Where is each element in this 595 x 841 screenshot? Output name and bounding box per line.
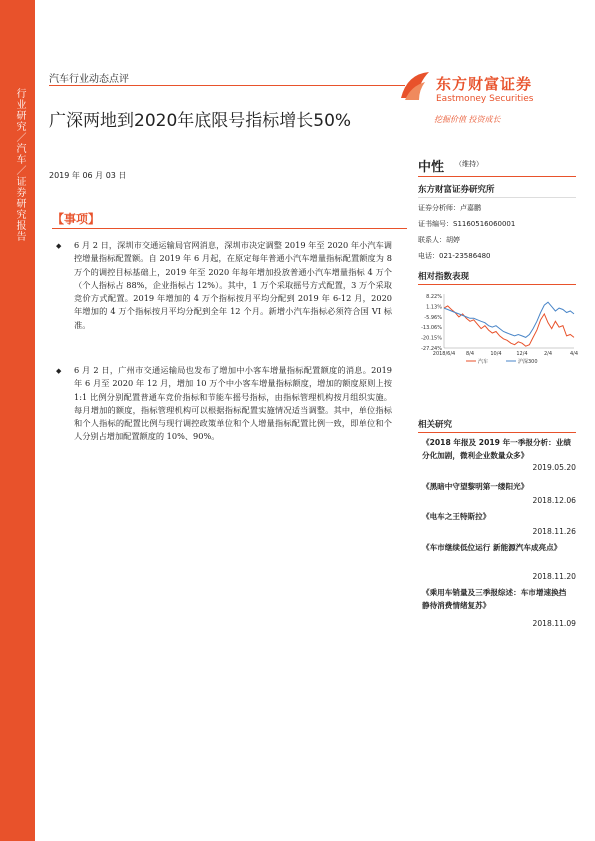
bullet-icon: ◆ [56, 242, 62, 250]
section-tag: 【事项】 [52, 212, 101, 226]
related-item-title[interactable]: 《乘用车销量及三季报综述：车市增速换挡 静待消费情绪复苏》 [422, 588, 567, 610]
sidebar-label: 行业研究／汽车／证券研究报告 [14, 88, 25, 242]
related-item-title[interactable]: 《黑暗中守望黎明第一缕阳光》 [422, 482, 529, 491]
y-tick-label: -13.06% [421, 325, 442, 332]
report-category: 汽车行业动态点评 [49, 74, 129, 85]
logo-icon [397, 68, 433, 104]
related-divider [418, 432, 576, 433]
analyst: 证券分析师：卢嘉鹏 [418, 204, 481, 212]
bullet-icon: ◆ [56, 367, 62, 375]
rating-label: 中性 [418, 160, 445, 175]
related-item-date: 2018.12.06 [532, 496, 576, 505]
cert-number: 证书编号：S1160516060001 [418, 220, 516, 228]
x-tick-label: 2018/6/4 [432, 351, 456, 357]
paragraph-1: 6 月 2 日，深圳市交通运输局官网消息，深圳市决定调整 2019 年至 2020 年小汽车调控增量指标配置额。自 2019 年 6 月起，在原定每年普通小汽车增量指标配置额度为 8 万个的调控目标基础上，2019 年至 2020 年每年增加投放普通小汽车增量指标 4 万个（个人指标占 88%，企业指标占 12%）。其中，1 万个采取摇号方式配置，3 万个采取竞价方式配置。2019 年增加的 4 万个指标按月平均分配到 2019 年 6-12 月，2020 年增加的 4 万个指标按月平均分配到全年 12 个月。新增小汽车指标必须符合国 VI 标准。 [74, 240, 392, 330]
related-item-date: 2018.11.09 [532, 619, 576, 628]
report-date: 2019 年 06 月 03 日 [49, 171, 127, 180]
related-item-date: 2018.11.26 [532, 527, 576, 536]
logo-text-en: Eastmoney Securities [436, 94, 534, 104]
rating-divider [418, 176, 576, 177]
rating-sub: （维持） [455, 160, 483, 168]
sidebar [0, 0, 35, 841]
paragraph-2: 6 月 2 日，广州市交通运输局也发布了增加中小客车增量指标配置额度的消息。2019 年 6 月至 2020 年 12 月，增加 10 万个中小客车增量指标额度，增加的额度原则上按 1:1 比例分别配置普通车竞价指标和节能车摇号指标，由指标管理机构按月组织实施。每月增加的额度，指标管理机构可以根据指标配置实施情况适当调整。其中，单位指标和个人指标的配置比例与现行调控政策单位和个人增量指标配置比例一致，即单位和个人分别占增加配置额度的 10%、90%。 [74, 365, 392, 442]
y-tick-label: 8.22% [426, 294, 442, 300]
index-divider [418, 284, 576, 285]
page-title: 广深两地到2020年底限号指标增长50% [49, 111, 352, 131]
logo-text-cn: 东方财富证券 [436, 75, 533, 93]
related-item-title[interactable]: 《电车之王特斯拉》 [422, 512, 491, 521]
related-item-date: 2019.05.20 [532, 463, 576, 472]
legend-label: 沪深300 [518, 359, 538, 365]
related-item-title[interactable]: 《2018 年报及 2019 年一季报分析：业绩分化加剧，微利企业数量众多》 [422, 438, 571, 460]
y-tick-label: -27.24% [421, 346, 442, 352]
header-divider [49, 85, 405, 86]
x-tick-label: 10/4 [490, 351, 502, 357]
section-divider [52, 228, 407, 229]
series-line-1 [444, 302, 574, 337]
x-tick-label: 8/4 [465, 351, 475, 357]
relative-index-chart [414, 290, 579, 365]
index-title: 相对指数表现 [418, 272, 470, 282]
contact: 联系人：胡婷 [418, 236, 460, 244]
related-title: 相关研究 [418, 420, 453, 430]
y-tick-label: -5.96% [424, 314, 442, 321]
research-org: 东方财富证券研究所 [418, 185, 495, 195]
phone: 电话：021-23586480 [418, 252, 491, 260]
y-tick-label: 1.13% [426, 304, 442, 311]
related-item-date: 2018.11.20 [532, 572, 576, 581]
legend-label: 汽车 [478, 359, 489, 365]
x-tick-label: 4/4 [569, 351, 579, 357]
series-line-0 [444, 306, 574, 346]
y-tick-label: -20.15% [421, 335, 442, 342]
org-divider [418, 197, 576, 198]
x-tick-label: 12/4 [516, 351, 528, 357]
x-tick-label: 2/4 [543, 351, 553, 357]
slogan: 挖掘价值 投资成长 [434, 115, 501, 124]
related-item-title[interactable]: 《车市继续低位运行 新能源汽车成亮点》 [422, 543, 562, 552]
